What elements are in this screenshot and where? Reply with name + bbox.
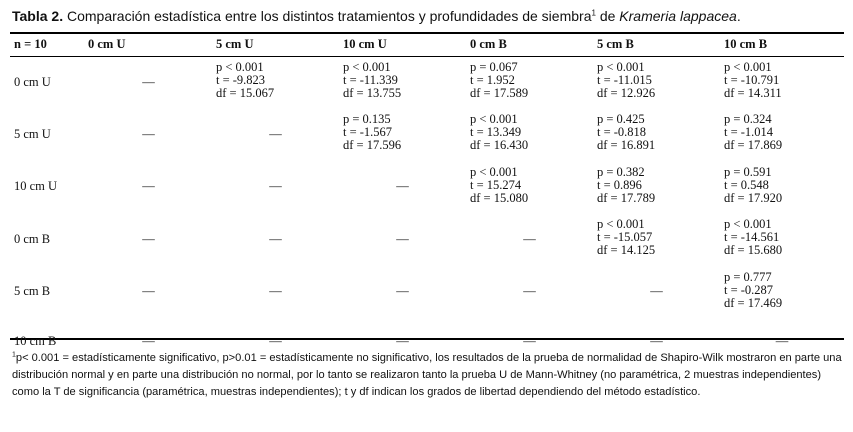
empty-cell-dash: — (523, 284, 536, 299)
empty-cell-dash: — (396, 231, 409, 246)
footnote-text: p< 0.001 = estadísticamente significativo, p>0.01 = estadísticamente no significativo, los resultados de la prueba de normalidad de Shapiro-Wilk mostraron en parte una distribución normal y en parte una distribución no normal, por lo tanto se realizaron tanto la prueba U de Mann-Whitney (no paramétrica, 2 muestras independientes) como la T de significancia (paramétrica, muestras independientes); t y df indican los grados de libertad dependiendo del método estadístico. (12, 352, 842, 398)
caption-text: Comparación estadística entre los distintos tratamientos y profundidades de siembra (66, 8, 592, 24)
stat-t-value: t = -0.287 (724, 282, 774, 297)
stat-cell-10cm-u (339, 108, 466, 160)
stat-t-value: t = -1.567 (343, 125, 393, 140)
stat-cell-5cm-b (593, 56, 720, 108)
stat-p-value: p = 0.425 (597, 112, 645, 127)
stat-df-value: df = 12.926 (597, 86, 656, 100)
stat-df-value: df = 15.067 (216, 86, 275, 100)
empty-cell-dash: — (142, 127, 155, 142)
stat-p-value: p = 0.324 (724, 112, 772, 127)
table-row (10, 266, 844, 318)
table-caption (12, 6, 842, 26)
empty-cell-dash: — (396, 334, 409, 349)
table-footnote (12, 350, 844, 401)
empty-cell-dash: — (523, 334, 536, 349)
stat-cell-0cm-b (466, 108, 593, 160)
stat-df-value: df = 15.080 (470, 190, 529, 205)
stat-cell-10cm-u (339, 56, 466, 108)
stat-p-value: p < 0.001 (216, 60, 264, 74)
table-body (10, 56, 844, 365)
header-5cm-b: 5 cm B (597, 37, 634, 51)
stat-t-value: t = 13.349 (470, 125, 522, 140)
stat-df-value: df = 15.680 (724, 243, 783, 258)
stat-cell-5cm-b (593, 108, 720, 160)
stat-p-value: p < 0.001 (724, 60, 772, 74)
row-label: 0 cm B (14, 231, 51, 246)
stat-df-value: df = 17.920 (724, 190, 783, 205)
stat-t-value: t = -15.057 (597, 230, 653, 245)
table-row (10, 213, 844, 265)
stat-df-value: df = 17.869 (724, 138, 783, 153)
table-row (10, 108, 844, 160)
stat-p-value: p < 0.001 (597, 60, 645, 74)
header-n: n = 10 (14, 37, 47, 51)
stat-df-value: df = 16.891 (597, 138, 656, 153)
empty-cell-dash: — (142, 284, 155, 299)
empty-cell-dash: — (269, 284, 282, 299)
empty-cell-dash: — (269, 127, 282, 142)
stat-p-value: p = 0.135 (343, 112, 391, 127)
stat-p-value: p = 0.382 (597, 164, 645, 179)
empty-cell-dash: — (142, 334, 155, 349)
empty-cell-dash: — (396, 179, 409, 194)
header-0cm-u: 0 cm U (88, 37, 126, 51)
stat-df-value: df = 17.469 (724, 295, 783, 310)
stat-df-value: df = 14.311 (724, 86, 782, 100)
stat-t-value: t = 1.952 (470, 73, 515, 87)
stat-p-value: p = 0.777 (724, 269, 772, 284)
stat-cell-10cm-b (720, 56, 844, 108)
empty-cell-dash: — (650, 334, 663, 349)
stat-p-value: p < 0.001 (470, 164, 518, 179)
stat-df-value: df = 13.755 (343, 86, 402, 100)
stat-cell-5cm-b (593, 161, 720, 213)
stat-t-value: t = -11.339 (343, 73, 398, 87)
caption-footnote-mark: 1 (591, 8, 596, 18)
stat-t-value: t = 0.548 (724, 177, 769, 192)
header-0cm-b: 0 cm B (470, 37, 507, 51)
stat-p-value: p < 0.001 (597, 217, 645, 232)
header-5cm-u: 5 cm U (216, 37, 254, 51)
stat-cell-10cm-b (720, 108, 844, 160)
empty-cell-dash: — (650, 284, 663, 299)
row-label: 10 cm B (14, 334, 57, 349)
empty-cell-dash: — (269, 334, 282, 349)
table-label: Tabla 2. (12, 8, 64, 24)
empty-cell-dash: — (269, 179, 282, 194)
stat-t-value: t = -10.791 (724, 73, 780, 87)
row-label: 10 cm U (14, 179, 58, 194)
stat-p-value: p < 0.001 (343, 60, 391, 74)
table-row (10, 56, 844, 108)
stat-cell-0cm-b (466, 161, 593, 213)
stat-cell-10cm-b (720, 266, 844, 318)
stat-t-value: t = -9.823 (216, 73, 266, 87)
header-row (10, 33, 844, 56)
empty-cell-dash: — (775, 334, 789, 349)
header-10cm-u: 10 cm U (343, 37, 387, 51)
caption-end: . (736, 8, 741, 24)
comparison-table (10, 33, 844, 365)
stat-t-value: t = -11.015 (597, 73, 652, 87)
empty-cell-dash: — (269, 231, 282, 246)
species-name: Krameria lappacea (619, 8, 737, 24)
row-label: 0 cm U (14, 74, 51, 89)
stat-df-value: df = 17.789 (597, 190, 656, 205)
table-row (10, 161, 844, 213)
stat-cell-10cm-b (720, 161, 844, 213)
row-label: 5 cm B (14, 284, 51, 299)
stat-p-value: p = 0.067 (470, 60, 518, 74)
empty-cell-dash: — (523, 231, 536, 246)
stat-df-value: df = 17.596 (343, 138, 402, 153)
stat-p-value: p < 0.001 (724, 217, 772, 232)
header-10cm-b: 10 cm B (724, 37, 768, 51)
stat-t-value: t = -0.818 (597, 125, 647, 140)
stat-t-value: t = -1.014 (724, 125, 774, 140)
caption-connector: de (599, 8, 616, 24)
stat-df-value: df = 14.125 (597, 243, 656, 258)
stat-cell-5cm-b (593, 213, 720, 265)
stat-p-value: p = 0.591 (724, 164, 772, 179)
stat-df-value: df = 16.430 (470, 138, 529, 153)
stat-t-value: t = 0.896 (597, 177, 642, 192)
stat-t-value: t = 15.274 (470, 177, 522, 192)
stat-cell-5cm-u (212, 56, 339, 108)
empty-cell-dash: — (142, 231, 155, 246)
stat-t-value: t = -14.561 (724, 230, 780, 245)
empty-cell-dash: — (142, 179, 155, 194)
empty-cell-dash: — (142, 74, 155, 89)
stat-cell-0cm-b (466, 56, 593, 108)
stat-df-value: df = 17.589 (470, 86, 529, 100)
stat-cell-10cm-b (720, 213, 844, 265)
row-label: 5 cm U (14, 127, 51, 142)
footnote-mark: 1 (12, 351, 16, 359)
stat-p-value: p < 0.001 (470, 112, 518, 127)
empty-cell-dash: — (396, 284, 409, 299)
